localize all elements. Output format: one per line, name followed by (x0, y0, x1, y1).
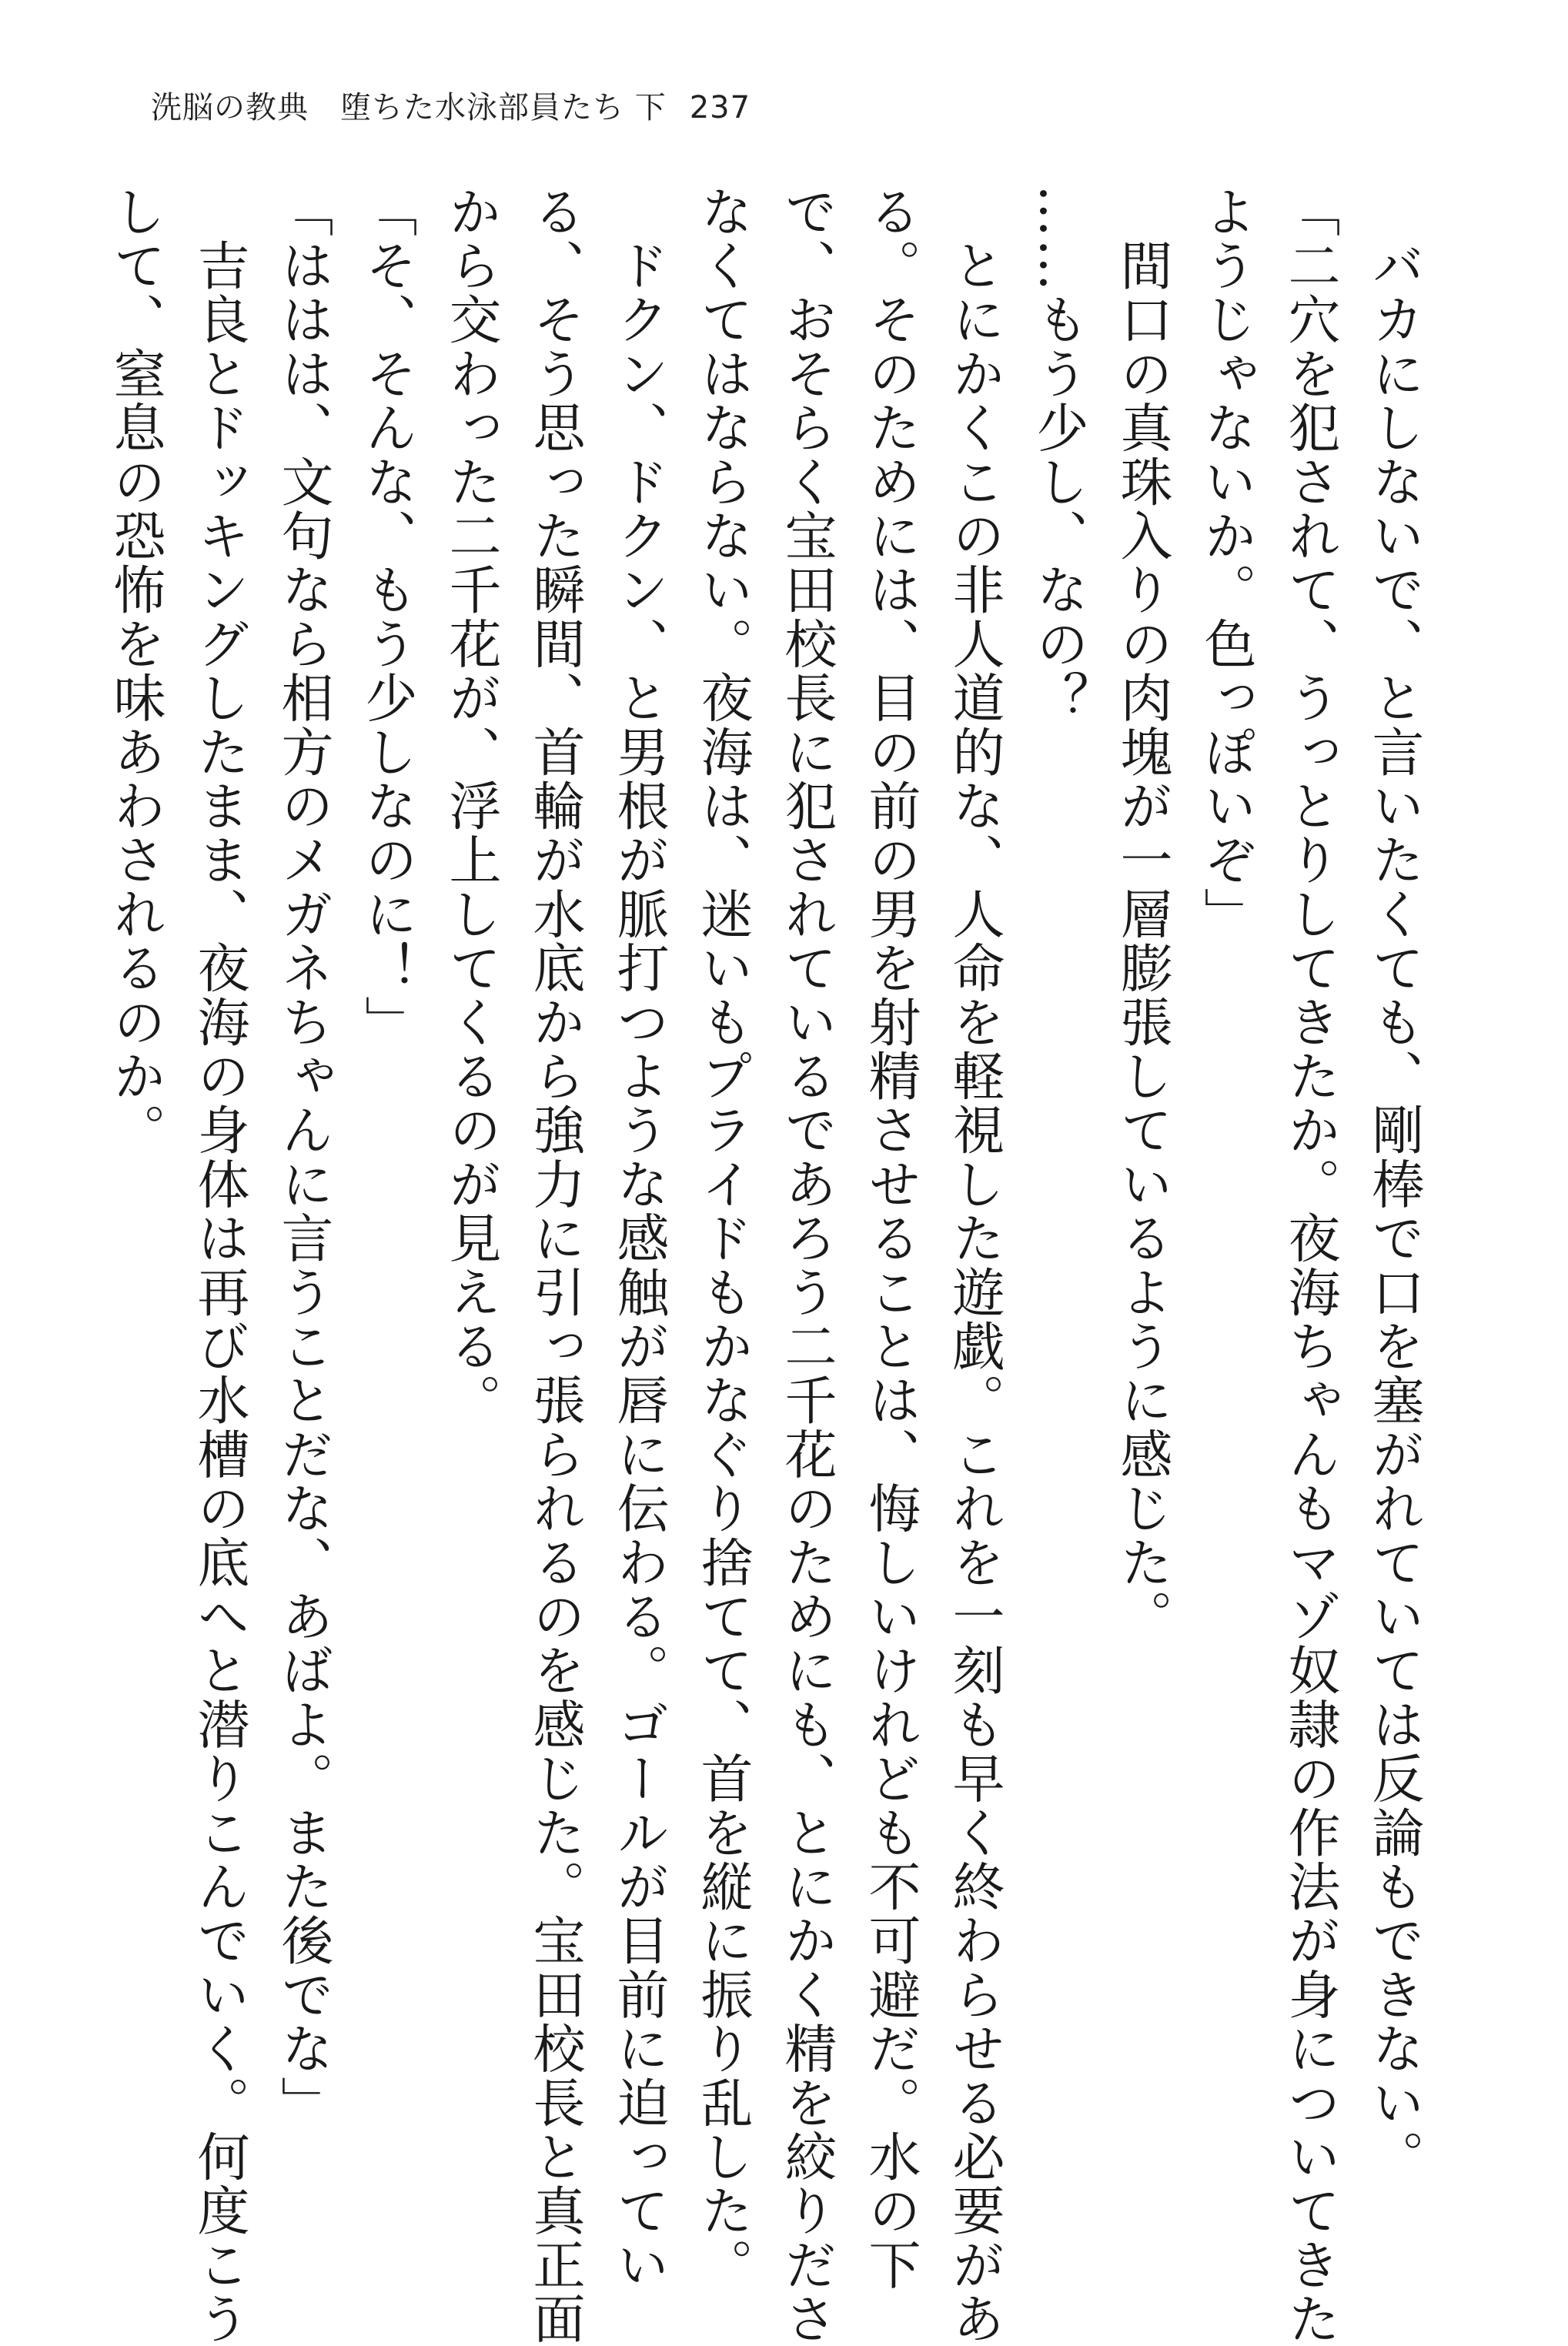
text-line: とにかくこの非人道的な、人命を軽視した遊戯。これを一刻も早く終わらせる必要があ (944, 185, 1005, 2346)
text-line: ようじゃないか。色っぽいぞ」 (1195, 185, 1256, 941)
text-line: 間口の真珠入りの肉塊が一層膨張しているように感じた。 (1112, 185, 1172, 1644)
text-line: 「二穴を犯されて、うっとりしてきたか。夜海ちゃんもマゾ奴隷の作法が身についてきた (1279, 185, 1340, 2346)
text-line: バカにしないで、と言いたくても、剛棒で口を塞がれていては反論もできない。 (1363, 185, 1424, 2184)
text-line: る、そう思った瞬間、首輪が水底から強力に引っ張られるのを感じた。宝田校長と真正面 (524, 185, 585, 2346)
book-title: 洗脳の教典 堕ちた水泳部員たち 下 (151, 90, 667, 125)
text-line: る。そのためには、目の前の男を射精させることは、悔しいけれども不可避だ。水の下 (860, 185, 921, 2292)
text-line: ドクン、ドクン、と男根が脈打つような感触が唇に伝わる。ゴールが目前に迫ってい (608, 185, 669, 2292)
text-line: 吉良とドッキングしたまま、夜海の身体は再び水槽の底へと潜りこんでいく。何度こう (189, 185, 249, 2346)
text-line: 「ははは、文句なら相方のメガネちゃんに言うことだな、あばよ。また後でな」 (272, 185, 333, 2130)
text-line: なくてはならない。夜海は、迷いもプライドもかなぐり捨てて、首を縦に振り乱した。 (692, 185, 753, 2292)
text-line: 「そ、そんな、もう少しなのに！」 (356, 185, 417, 1050)
vertical-text-body (93, 185, 1436, 2346)
text-line: ……もう少し、なの？ (1028, 185, 1088, 725)
text-line: から交わった二千花が、浮上してくるのが見える。 (440, 185, 501, 1428)
running-header (151, 89, 751, 126)
text-line: して、窒息の恐怖を味あわされるのか。 (105, 185, 165, 1158)
text-line: で、おそらく宝田校長に犯されているであろう二千花のためにも、とにかく精を絞りださ (776, 185, 837, 2346)
page-number: 237 (689, 90, 751, 125)
